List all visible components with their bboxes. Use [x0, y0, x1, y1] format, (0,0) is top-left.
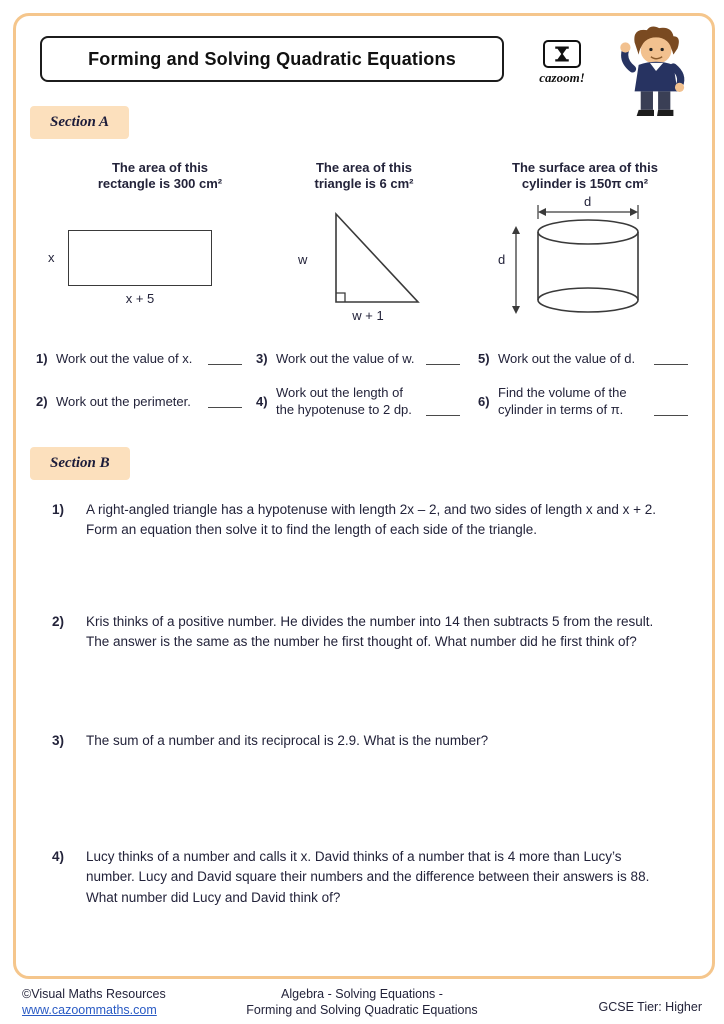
answer-blank [208, 394, 242, 408]
question-b1: 1) A right-angled triangle has a hypotenuse with length 2x – 2, and two sides of length x and x + 2. Form an equation then solve it to find the length of each side of the triangle. [52, 502, 656, 538]
question-b2: 2) Kris thinks of a positive number. He divides the number into 14 then subtracts 5 from the result. The answer is the same as the number he first thought of. What number did he first think of? [52, 614, 654, 650]
hourglass-icon [553, 44, 571, 64]
answer-blank [208, 351, 242, 365]
question-b3: 3) The sum of a number and its reciprocal is 2.9. What is the number? [52, 733, 489, 748]
frame-border [13, 13, 715, 979]
cazoom-logo [538, 40, 586, 86]
mascot-illustration [612, 24, 696, 118]
cylinder-top-label: d [584, 194, 592, 209]
question-a2: 2) Work out the perimeter. [36, 393, 242, 410]
question-a1: 1) Work out the value of x. [36, 350, 242, 367]
footer-left [22, 987, 166, 1018]
cazoom-logo-icon [543, 40, 581, 68]
cylinder-caption: The surface area of this cylinder is 150π cm² [512, 160, 658, 192]
footer-center: Algebra - Solving Equations - Forming and Solving Quadratic Equations [246, 987, 478, 1017]
cylinder-diagram [500, 196, 660, 326]
section-b-label: Section B [30, 447, 130, 480]
triangle-caption: The area of this triangle is 6 cm² [314, 160, 414, 192]
rectangle-caption: The area of this rectangle is 300 cm² [97, 160, 223, 192]
triangle-bottom-label: w + 1 [352, 308, 384, 323]
question-a5: 5) Work out the value of d. [478, 350, 688, 367]
answer-blank [654, 402, 688, 416]
cazoom-logo-text: cazoom! [539, 70, 585, 85]
question-b4: 4) Lucy thinks of a number and calls it x. David thinks of a number that is 4 more than Lucy’s number. Lucy and David square their numbers and the difference between their answers is 88. What number did Lucy and David think of? [52, 849, 650, 905]
answer-blank [654, 351, 688, 365]
question-a6: 6) Find the volume of the cylinder in terms of π. [478, 384, 688, 418]
copyright-text: ©Visual Maths Resources [22, 987, 166, 1001]
page-title: Forming and Solving Quadratic Equations [40, 36, 504, 82]
rectangle-diagram [68, 230, 212, 286]
question-a3: 3) Work out the value of w. [256, 350, 460, 367]
footer-tier: GCSE Tier: Higher [598, 1000, 702, 1014]
rectangle-side-label: x [48, 250, 55, 265]
section-a-label: Section A [30, 106, 129, 139]
triangle-diagram [318, 210, 422, 306]
rectangle-bottom-label: x + 5 [125, 291, 155, 306]
website-link[interactable]: www.cazoommaths.com [22, 1002, 157, 1017]
triangle-side-label: w [298, 252, 308, 267]
answer-blank [426, 402, 460, 416]
answer-blank [426, 351, 460, 365]
question-a4: 4) Work out the length of the hypotenuse to 2 dp. [256, 384, 460, 418]
cylinder-side-label: d [498, 252, 506, 267]
